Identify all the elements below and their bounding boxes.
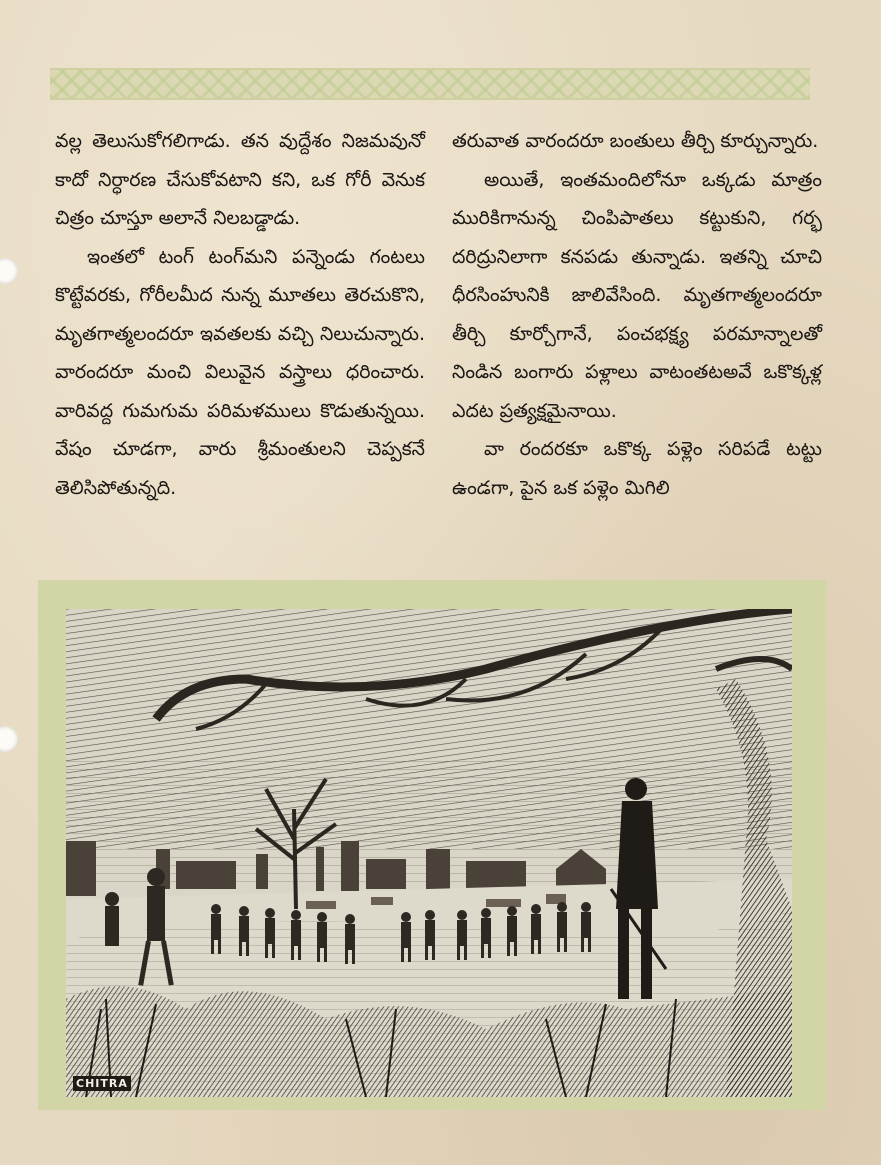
binding-hole: [0, 726, 18, 752]
paragraph: వల్ల తెలుసుకోగలిగాడు. తన వుద్దేశం నిజమవునో కాదో నిర్ధారణ చేసుకోవటాని కని, ఒక గోరీ వెనుక చిత్రం చూస్తూ అలానే నిలబడ్డాడు.: [55, 130, 425, 229]
paragraph: అయితే, ఇంతమందిలోనూ ఒక్కడు మాత్రం మురికిగానున్న చింపిపాతలు కట్టుకుని, గర్భ దరిద్రునిలాగా కనపడు తున్నాడు. ఇతన్ని చూచి ధీరసింహునికి జాలివేసింది. మృతగాత్మలందరూ తీర్చి కూర్చోగానే, పంచభక్ష్య పరమాన్నాలతో నిండిన బంగారు పళ్లాలు వాటంతటఅవే ఒకొక్కళ్ల ఎదట ప్రత్యక్షమైనాయి.: [452, 168, 822, 422]
paragraph: ఇంతలో టంగ్ టంగ్‌మని పన్నెండు గంటలు కొట్టేవరకు, గోరీలమీద నున్న మూతలు తెరచుకొని, మృతగాత్మలందరూ ఇవతలకు వచ్చి నిలుచున్నారు. వారందరూ మంచి విలువైన వస్త్రాలు ధరించారు. వారివద్ద గుమగుమ పరిమళములు కొడుతున్నయి. వేషం చూడగా, వారు శ్రీమంతులని చెప్పకనే తెలిసిపోతున్నది.: [55, 245, 425, 499]
left-text-column: [55, 122, 425, 507]
right-text-column: [452, 122, 822, 507]
paragraph: తరువాత వారందరూ బంతులు తీర్చి కూర్చున్నారు.: [452, 130, 819, 152]
paragraph: వా రందరకూ ఒకొక్క పళ్లెం సరిపడే టట్టు ఉండగా, పైన ఒక పళ్లెం మిగిలి: [452, 438, 822, 499]
illustration-graveyard-scene: [66, 609, 792, 1097]
binding-hole: [0, 258, 18, 284]
artist-signature: CHITRA: [73, 1076, 131, 1091]
decorative-border: [50, 68, 810, 100]
engraving-image: [66, 609, 792, 1097]
